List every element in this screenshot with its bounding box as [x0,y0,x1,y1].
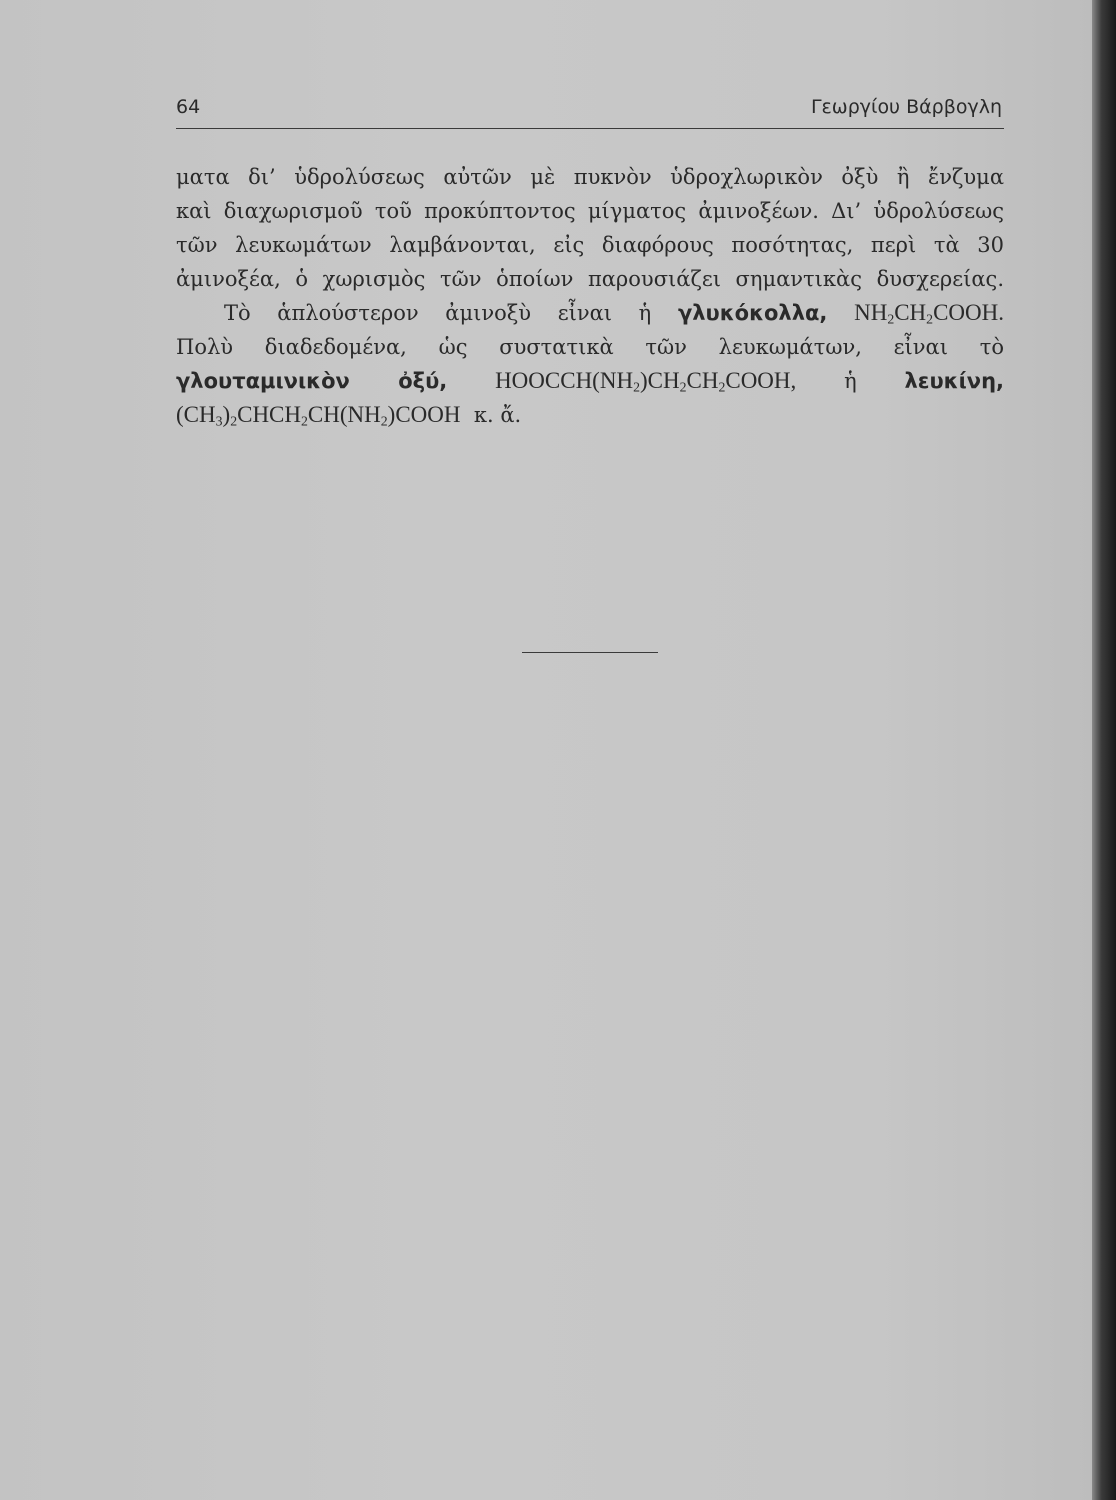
glutamic-acid-term: γλουταμινικὸν ὀξύ, [176,369,448,393]
text-line-7 [176,364,1004,398]
text-line-5 [176,296,1004,330]
glutamic-acid-formula: $HOOCCH(NH_2)CH_2CH_2COOH$, [495,368,797,395]
body-text [176,160,1004,432]
etc-abbreviation: κ. ἄ. [473,403,522,427]
book-binding-edge [1092,0,1116,1500]
simplest-amino-acid-text: Τὸ ἁπλούστερον ἀμινοξὺ εἶναι ἡ [224,301,652,325]
text-line-8 [176,398,1004,432]
running-head: Γεωργίου Βάρβογλη [810,96,1002,118]
glycocoll-formula: $NH_2CH_2COOH$. [854,300,1004,327]
leucine-formula: $(CH_3)_2CHCH_2CH(NH_2)COOH$ [176,402,461,429]
text-line-4: ἀμινοξέα, ὁ χωρισμὸς τῶν ὁποίων παρουσιάζει σημαντικὰς δυσχερείας. [176,267,1004,291]
section-end-rule [522,652,658,653]
leucine-term: λευκίνη, [904,369,1004,393]
text-line-3: τῶν λευκωμάτων λαμβάνονται, εἰς διαφόρους ποσότητας, περὶ τὰ 30 [176,233,1004,257]
page-header [176,94,1004,129]
conjunction: ἡ [844,369,857,393]
glycocoll-term: γλυκόκολλα, [677,301,828,325]
page-number: 64 [176,96,201,118]
text-line-6: Πολὺ διαδεδομένα, ὡς συστατικὰ τῶν λευκωμάτων, εἶναι τὸ [176,335,1004,359]
text-line-1: ματα δι’ ὑδρολύσεως αὐτῶν μὲ πυκνὸν ὑδροχλωρικὸν ὀξὺ ἢ ἔνζυμα [176,165,1004,189]
text-line-2: καὶ διαχωρισμοῦ τοῦ προκύπτοντος μίγματος ἀμινοξέων. Δι’ ὑδρολύσεως [176,199,1004,223]
